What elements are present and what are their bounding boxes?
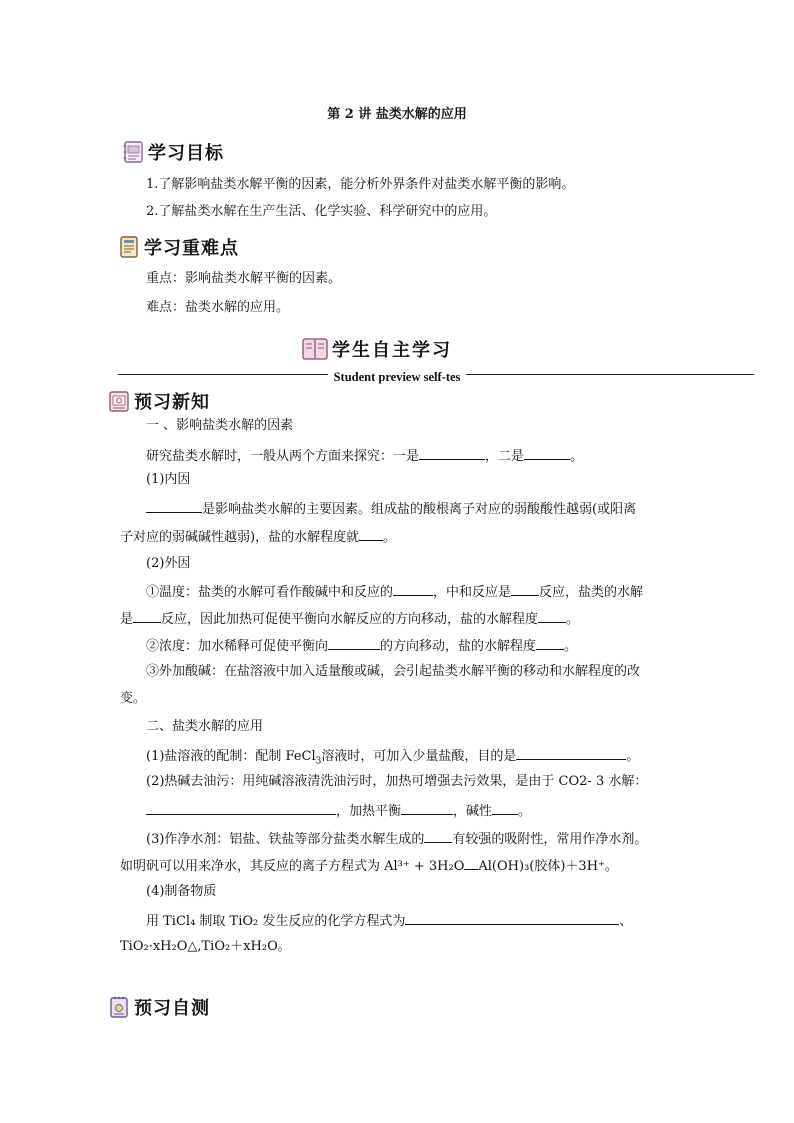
part2-title: 二、盐类水解的应用 — [146, 719, 264, 734]
blank-adsorbent[interactable] — [424, 829, 452, 843]
blank-heat-shift[interactable] — [401, 801, 453, 815]
open-book-icon — [302, 336, 328, 362]
acid-base-text-1: ③外加酸碱：在盐溶液中加入适量酸或碱，会引起盐类水解平衡的移动和水解程度的改 — [146, 664, 641, 679]
blank-equation-sign[interactable] — [464, 856, 478, 870]
application-3-line-2: 如明矾可以用来净水，其反应的离子方程式为 Al³⁺ + 3H₂O Al(OH)₃(胶体)＋3H⁺。 — [120, 856, 618, 876]
preview-heading-text: 预习新知 — [134, 392, 210, 413]
self-test-heading — [108, 994, 210, 1020]
application-4-title: (4)制备物质 — [146, 884, 217, 899]
blank-alkalinity[interactable] — [492, 801, 518, 815]
concentration-text: ②浓度：加水稀释可促使平衡向 的方向移动，盐的水解程度 。 — [146, 636, 577, 656]
paragraph-study-aspects: 研究盐类水解时，一般从两个方面来探究：一是 ，二是 。 — [146, 446, 583, 466]
acid-base-text-2: 变。 — [120, 691, 147, 706]
blank-temp-degree[interactable] — [538, 609, 566, 623]
page-title: 第 2 讲 盐类水解的应用 — [327, 107, 467, 122]
objective-item-2: 2.了解盐类水解在生产生活、化学实验、科学研究中的应用。 — [146, 204, 497, 219]
application-1: (1)盐溶液的配制：配制 FeCl$_3$溶液时，可加入少量盐酸，目的是 。 — [146, 746, 639, 766]
notebook-icon — [122, 140, 144, 164]
application-3-line-1: (3)作净水剂：铝盐、铁盐等部分盐类水解生成的 有较强的吸附性，常用作净水剂。 — [146, 829, 647, 849]
application-4-line-2: TiO₂·xH₂O△,TiO₂＋xH₂O。 — [120, 939, 291, 954]
banner-subtitle — [0, 366, 794, 385]
internal-factor-title: (1)内因 — [146, 472, 191, 487]
key-points-heading-text: 学习重难点 — [144, 238, 239, 259]
part1-title: 一 、影响盐类水解的因素 — [146, 418, 294, 433]
blank-aspect-1[interactable] — [419, 446, 485, 460]
application-2-line-2: ，加热平衡 ，碱性 。 — [146, 801, 531, 821]
blank-ticl4-equation[interactable] — [405, 911, 619, 925]
objective-item-1: 1.了解影响盐类水解平衡的因素，能分析外界条件对盐类水解平衡的影响。 — [146, 177, 575, 192]
blank-carbonate-equation[interactable] — [146, 801, 336, 815]
student-study-banner — [302, 336, 452, 362]
blank-hydrolysis-degree[interactable] — [359, 527, 383, 541]
application-4-line-1: 用 TiCl₄ 制取 TiO₂ 发生反应的化学方程式为 、 — [146, 911, 632, 931]
blank-internal-factor[interactable] — [146, 499, 202, 513]
banner-subtitle-text: Student preview self-tes — [328, 370, 467, 384]
blank-dilution-direction[interactable] — [328, 636, 380, 650]
application-2-line-1: (2)热碱去油污：用纯碱溶液清洗油污时，加热可增强去污效果，是由于 CO2- 3 水解： — [146, 774, 648, 789]
blank-aspect-2[interactable] — [524, 446, 570, 460]
objectives-heading-text: 学习目标 — [148, 143, 224, 164]
internal-factor-text-2: 子对应的弱碱碱性越弱)，盐的水解程度就 。 — [120, 527, 396, 547]
blank-hydrolysis-heat[interactable] — [133, 609, 161, 623]
objectives-heading — [122, 139, 224, 165]
key-focus: 重点：影响盐类水解平衡的因素。 — [146, 271, 342, 286]
key-points-heading — [118, 234, 239, 260]
banner-title: 学生自主学习 — [332, 340, 452, 361]
blank-neutralization-heat[interactable] — [511, 582, 539, 596]
preview-heading — [108, 388, 210, 414]
key-difficulty: 难点：盐类水解的应用。 — [146, 300, 290, 315]
temperature-text-2: 是 反应，因此加热可促使平衡向水解反应的方向移动，盐的水解程度 。 — [120, 609, 579, 629]
blank-dilution-degree[interactable] — [536, 636, 564, 650]
temperature-text-1: ①温度：盐类的水解可看作酸碱中和反应的 ，中和反应是 反应，盐类的水解 — [146, 582, 643, 602]
blank-reverse-reaction[interactable] — [393, 582, 433, 596]
external-factor-title: (2)外因 — [146, 556, 191, 571]
book-list-icon — [118, 235, 140, 259]
blank-hcl-purpose[interactable] — [516, 746, 626, 760]
internal-factor-text-1: 是影响盐类水解的主要因素。组成盐的酸根离子对应的弱酸酸性越弱(或阳离 — [146, 499, 636, 519]
self-test-heading-text: 预习自测 — [134, 998, 210, 1019]
notepad-pencil-icon — [108, 995, 130, 1019]
calendar-note-icon — [108, 389, 130, 413]
